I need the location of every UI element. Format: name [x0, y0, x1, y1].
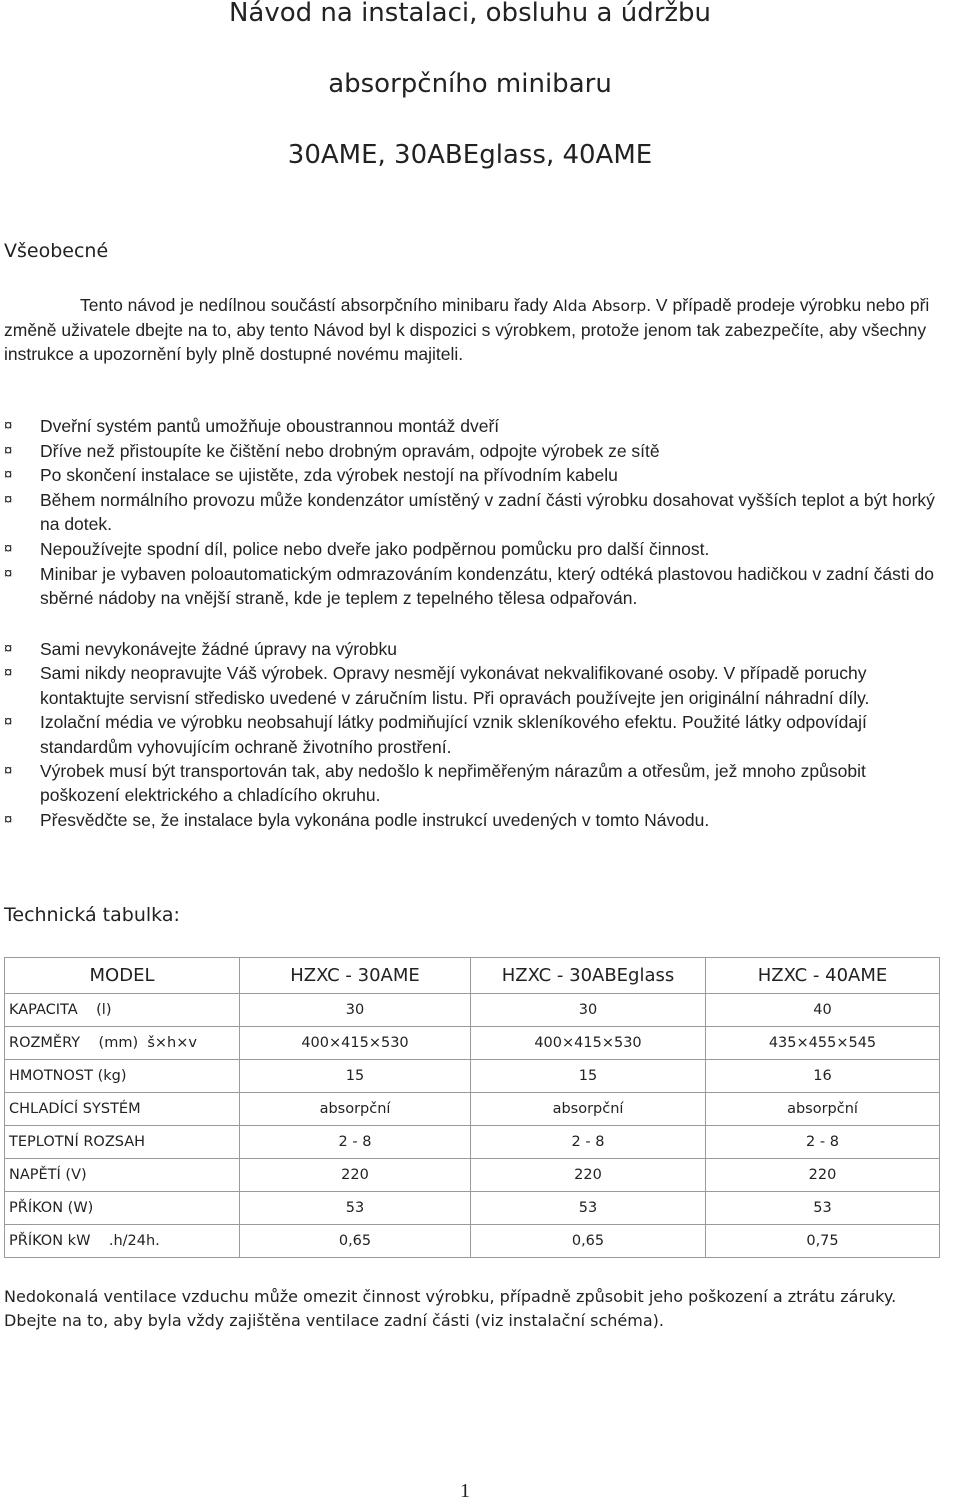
ventilation-note-line1: Nedokonalá ventilace vzduchu může omezit činnost výrobku, případně způsobit jeho poškození a ztrátu záruky. — [4, 1287, 897, 1306]
bullet-icon: ¤ — [4, 441, 13, 459]
list-item-text: Sami nikdy neopravujte Váš výrobek. Opravy nesmějí vykonávat nekvalifikované osoby. V případě poruchy kontaktujte servisní středisko uvedené v záručním listu. Při opravách používejte jen originální náhradní díly. — [40, 663, 870, 708]
table-row-label: TEPLOTNÍ ROZSAH — [5, 1126, 240, 1159]
bullet-icon: ¤ — [4, 713, 13, 731]
table-row-label: ROZMĚRY (mm) š×h×v — [5, 1027, 240, 1060]
table-column-header: MODEL — [5, 958, 240, 994]
bullet-icon: ¤ — [4, 762, 13, 780]
intro-paragraph — [4, 293, 956, 366]
list-item — [0, 439, 950, 464]
safety-list-2 — [0, 637, 950, 832]
list-item — [0, 637, 950, 661]
table-cell: 0,65 — [471, 1225, 706, 1258]
table-cell: 53 — [706, 1192, 940, 1225]
list-item-text: Minibar je vybaven poloautomatickým odmrazováním kondenzátu, který odtéká plastovou hadičkou v zadní části do sběrné nádoby na vnější straně, kde je teplem z tepelného tělesa odpařován. — [40, 563, 934, 609]
list-item — [0, 710, 950, 759]
table-cell: 16 — [706, 1060, 940, 1093]
table-column-header: HZXC - 40AME — [706, 958, 940, 994]
table-row-label: PŘÍKON kW .h/24h. — [5, 1225, 240, 1258]
table-row — [5, 1192, 940, 1225]
section-heading-technical: Technická tabulka: — [4, 904, 180, 926]
table-cell: 2 - 8 — [240, 1126, 471, 1159]
intro-text-end: . V případě prodeje výrobku nebo při změně uživatele dbejte na to, aby tento Návod byl k dispozici s výrobkem, protože jenom tak zabezpečíte, aby všechny instrukce a upozornění byly plně dostupné novému majiteli. — [4, 295, 930, 364]
table-cell: 0,75 — [706, 1225, 940, 1258]
list-item — [0, 759, 950, 808]
table-cell: 2 - 8 — [706, 1126, 940, 1159]
table-cell: 30 — [240, 994, 471, 1027]
table-cell: 2 - 8 — [471, 1126, 706, 1159]
list-item-text: Dříve než přistoupíte ke čištění nebo drobným opravám, odpojte výrobek ze sítě — [40, 440, 660, 461]
table-cell: absorpční — [240, 1093, 471, 1126]
ventilation-note-line2: Dbejte na to, aby byla vždy zajištěna ventilace zadní části (viz instalační schéma). — [4, 1311, 664, 1330]
bullet-icon: ¤ — [4, 417, 13, 434]
bullet-icon: ¤ — [4, 640, 13, 657]
table-cell: 30 — [471, 994, 706, 1027]
table-row-label: HMOTNOST (kg) — [5, 1060, 240, 1093]
bullet-icon: ¤ — [4, 664, 13, 682]
table-cell: 53 — [240, 1192, 471, 1225]
table-column-header: HZXC - 30ABEglass — [471, 958, 706, 994]
bullet-icon: ¤ — [4, 564, 13, 582]
table-row — [5, 1225, 940, 1258]
table-cell: absorpční — [706, 1093, 940, 1126]
list-item — [0, 562, 950, 611]
table-cell: 15 — [240, 1060, 471, 1093]
table-cell: 15 — [471, 1060, 706, 1093]
list-item — [0, 463, 950, 488]
list-item — [0, 414, 950, 439]
table-body — [5, 994, 940, 1258]
list-item-text: Po skončení instalace se ujistěte, zda výrobek nestojí na přívodním kabelu — [40, 465, 618, 486]
list-item-text: Přesvědčte se, že instalace byla vykonána podle instrukcí uvedených v tomto Návodu. — [40, 809, 710, 830]
table-row-label: PŘÍKON (W) — [5, 1192, 240, 1225]
list-item-text: Izolační média ve výrobku neobsahují látky podmiňující vznik skleníkového efektu. Použité látky odpovídají standardům vyhovujícím ochraně životního prostření. — [40, 712, 867, 757]
list-item — [0, 488, 950, 537]
bullet-icon: ¤ — [4, 539, 13, 557]
document-title-line1: Návod na instalaci, obsluhu a údržbu — [228, 0, 712, 28]
table-row-label: NAPĚTÍ (V) — [5, 1159, 240, 1192]
section-heading-general: Všeobecné — [4, 240, 109, 262]
table-row-label: CHLADÍCÍ SYSTÉM — [5, 1093, 240, 1126]
table-cell: 400×415×530 — [240, 1027, 471, 1060]
table-row — [5, 1027, 940, 1060]
table-cell: 220 — [706, 1159, 940, 1192]
table-row — [5, 1093, 940, 1126]
table-row — [5, 1060, 940, 1093]
list-item-text: Sami nevykonávejte žádné úpravy na výrobku — [40, 639, 398, 659]
table-header-row — [5, 958, 940, 994]
table-cell: 40 — [706, 994, 940, 1027]
ventilation-note — [4, 1285, 960, 1333]
list-item-text: Během normálního provozu může kondenzátor umístěný v zadní části výrobku dosahovat vyšších teplot a být horký na dotek. — [40, 489, 935, 535]
list-item — [0, 537, 950, 562]
document-title-line2: absorpčního minibaru — [328, 69, 612, 99]
list-item-text: Dveřní systém pantů umožňuje oboustrannou montáž dveří — [40, 416, 500, 436]
list-item-text: Nepoužívejte spodní díl, police nebo dveře jako podpěrnou pomůcku pro další činnost. — [40, 538, 710, 559]
table-cell: 0,65 — [240, 1225, 471, 1258]
table-cell: 53 — [471, 1192, 706, 1225]
bullet-icon: ¤ — [4, 466, 13, 484]
list-item — [0, 661, 950, 710]
intro-text-start: Tento návod je nedílnou součástí absorpčního minibaru řady — [80, 295, 553, 315]
table-cell: 400×415×530 — [471, 1027, 706, 1060]
table-cell: 220 — [471, 1159, 706, 1192]
page-number: 1 — [460, 1480, 470, 1502]
table-row-label: KAPACITA (l) — [5, 994, 240, 1027]
bullet-icon: ¤ — [4, 490, 13, 508]
bullet-icon: ¤ — [4, 810, 13, 828]
table-cell: absorpční — [471, 1093, 706, 1126]
document-title-models: 30AME, 30ABEglass, 40AME — [287, 140, 653, 170]
brand-name: Alda Absorp — [552, 297, 647, 315]
table-column-header: HZXC - 30AME — [240, 958, 471, 994]
table-row — [5, 1126, 940, 1159]
list-item-text: Výrobek musí být transportován tak, aby nedošlo k nepřiměřeným nárazům a otřesům, jež mnoho způsobit poškození elektrického a chladícího okruhu. — [40, 761, 866, 806]
table-cell: 435×455×545 — [706, 1027, 940, 1060]
list-item — [0, 808, 950, 832]
table-row — [5, 994, 940, 1027]
technical-table — [4, 957, 940, 1258]
table-cell: 220 — [240, 1159, 471, 1192]
safety-list-1 — [0, 414, 950, 611]
table-row — [5, 1159, 940, 1192]
